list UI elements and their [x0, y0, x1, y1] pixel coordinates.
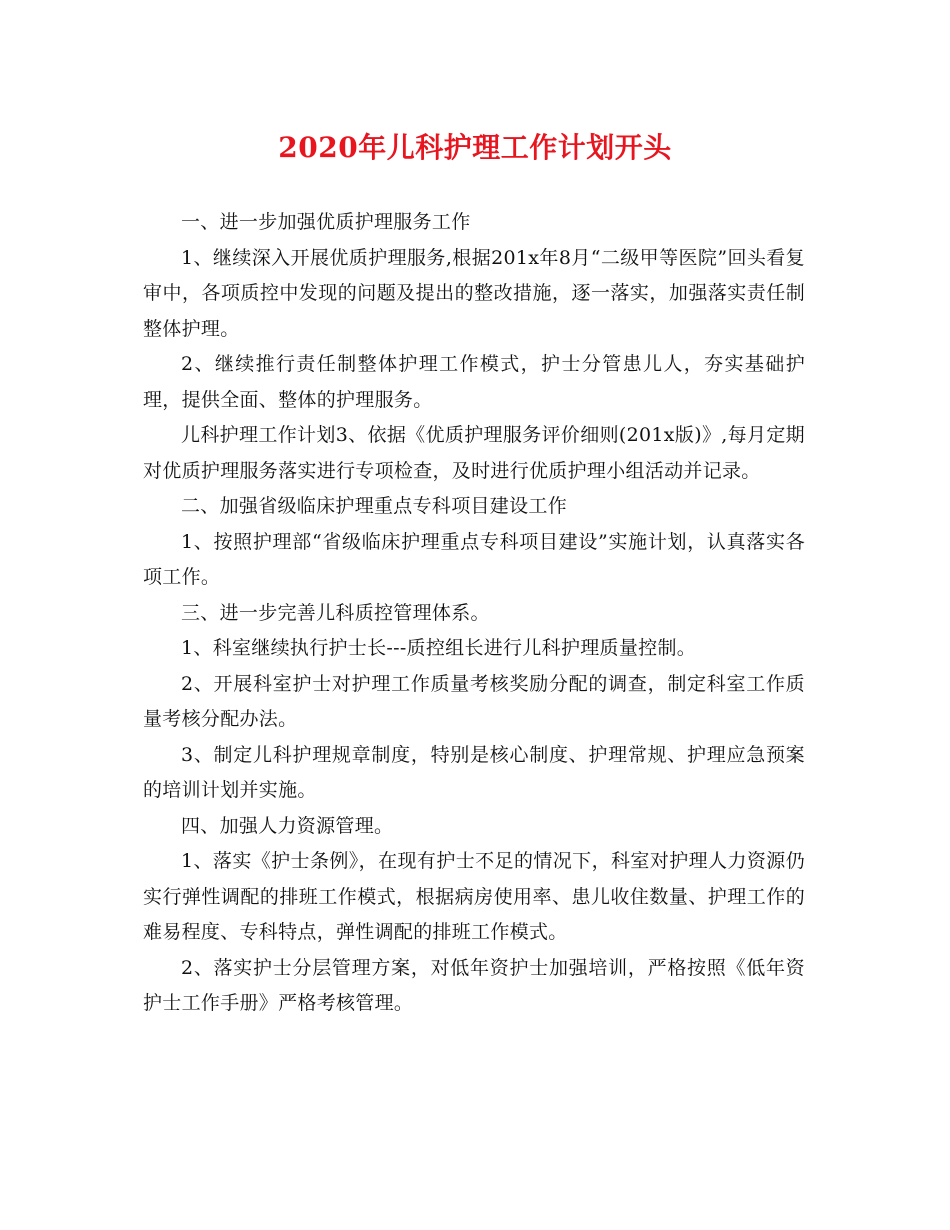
paragraph: 儿科护理工作计划3、依据《优质护理服务评价细则(201x版)》,每月定期对优质护理服务落实进行专项检查，及时进行优质护理小组活动并记录。 — [143, 424, 805, 482]
paragraph: 1、继续深入开展优质护理服务,根据201x年8月“二级甲等医院”回头看复审中，各项质控中发现的问题及提出的整改措施，逐一落实，加强落实责任制整体护理。 — [143, 246, 805, 340]
paragraph: 2、开展科室护士对护理工作质量考核奖励分配的调查，制定科室工作质量考核分配办法。 — [143, 672, 805, 730]
paragraph: 三、进一步完善儿科质控管理体系。 — [181, 601, 490, 624]
document-title: 2020年儿科护理工作计划开头 — [278, 131, 672, 164]
document-body — [143, 205, 805, 1022]
paragraph: 一、进一步加强优质护理服务工作 — [181, 211, 471, 233]
paragraph: 3、制定儿科护理规章制度，特别是核心制度、护理常规、护理应急预案的培训计划并实施。 — [143, 743, 805, 801]
paragraph: 1、落实《护士条例》，在现有护士不足的情况下，科室对护理人力资源仍实行弹性调配的排班工作模式，根据病房使用率、患儿收住数量、护理工作的难易程度、专科特点，弹性调配的排班工作模式。 — [143, 850, 805, 943]
paragraph: 1、按照护理部“省级临床护理重点专科项目建设”实施计划，认真落实各项工作。 — [143, 530, 805, 588]
paragraph: 2、继续推行责任制整体护理工作模式，护士分管患儿人，夯实基础护理，提供全面、整体的护理服务。 — [143, 353, 805, 411]
paragraph: 1、科室继续执行护士长---质控组长进行儿科护理质量控制。 — [181, 637, 697, 659]
paragraph: 二、加强省级临床护理重点专科项目建设工作 — [181, 495, 568, 517]
paragraph: 2、落实护士分层管理方案，对低年资护士加强培训，严格按照《低年资护士工作手册》严格考核管理。 — [143, 956, 805, 1014]
paragraph: 四、加强人力资源管理。 — [181, 814, 394, 837]
